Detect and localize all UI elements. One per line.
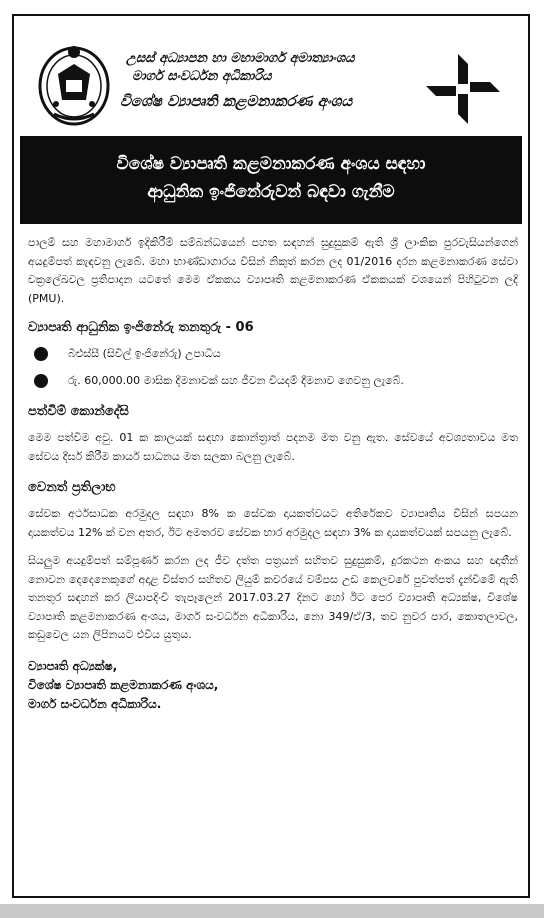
conditions-heading: පත්වීම් කොන්දේසි	[28, 404, 129, 419]
sri-lanka-emblem-icon	[36, 44, 112, 126]
banner-line-1: විශේෂ ව්‍යාපෘති කළමනාකරණ අංශය සඳහා	[116, 154, 426, 174]
bullet-allowance	[28, 372, 518, 391]
post-heading: ව්‍යාපෘති ආධුනික ඉංජිනේරු තනතුරු - 06	[28, 320, 254, 335]
conditions-paragraph: මෙම පත්වීම අවු. 01 ක කාලයක් සඳහා කොන්ත්‍රාත් පදනම මත වනු ඇත. සේවයේ අවශ්‍යතාවය මත සේවය දීර්ඝ කිරීම කාර්ය සාධනය මත සලකා බලනු ලැබේ.	[28, 431, 518, 463]
signoff-unit: විශේෂ ව්‍යාපෘති කළමනාකරණ අංශය,	[28, 677, 219, 692]
bullet-icon	[34, 374, 48, 388]
advertisement-frame	[12, 14, 530, 898]
unit-name: විශේෂ ව්‍යාපෘති කළමනාකරණ අංශය	[120, 92, 353, 110]
banner-line-2: ආධුනික ඉංජිනේරුවන් බඳවා ගැනීම	[147, 182, 395, 202]
signoff-title: ව්‍යාපෘති අධ්‍යක්ෂ,	[28, 658, 118, 673]
benefits-heading: වෙනත් ප්‍රතිලාභ	[28, 480, 116, 495]
benefits-paragraph: සේවක අර්ථසාධක අරමුදල සඳහා 8% ක සේවක දායකත්වයට අතිරේකව ව්‍යාපෘතිය විසින් සපයන දායකත්වය 12% ක් වන අතර, ඊට අමතරව සේවක භාර අරමුදල සඳහා 3% ක දායකත්වයක් සපයනු ලැබේ.	[28, 507, 518, 539]
signoff	[28, 657, 518, 714]
bullet-icon	[34, 347, 48, 361]
title-banner	[20, 136, 522, 224]
header	[14, 16, 528, 134]
intro-paragraph: පාලම් සහ මහාමාර්ග ඉදිකිරීම් සම්බන්ධයෙන් පහත සඳහන් සුදුසුකම් ඇති ශ්‍රී ලාංකික පුරවැසියන්ගෙන් අයදුම්පත් කැඳවනු ලැබේ. මහා භාණ්ඩාගාරය විසින් නිකුත් කරන ලද 01/2016 දරන කළමනාකරණ සේවා චක්‍රලේඛවල ප්‍රතිපාදන යටතේ මෙම ඒකකය ව්‍යාපෘති කළමනාකරණ ඒකකයක් වශයෙන් පිහිටුවන ලදි (PMU).	[28, 236, 518, 305]
footer-bar	[0, 904, 544, 918]
application-paragraph: සියලුම අයදුම්පත් සම්පූර්ණ කරන ලද ජීව දත්ත පත්‍රයන් සහිතව සුදුසුකම්, දුරකථන අංකය සහ ඥාතීන් නොවන දෙදෙනෙකුගේ අදාළ විස්තර සහිතව ලියුම් කවරයේ වම්පස උඩ කෙලවරේ පුවත්පත් දැන්වීමේ ඇති තනතුර සඳහන් කර ලියාපදිංචි තැපෑලෙන් 2017.03.27 දිනට හෝ ඊට පෙර ව්‍යාපෘති අධ්‍යක්ෂ, විශේෂ ව්‍යාපෘති කළමනාකරණ අංශය, මාර්ග සංවර්ධන අධිකාරිය, නො 349/ඒ/3, තව නුවර පාර, කොතලාවල, කඩුවෙල යන ලිපිනයට එවිය යුතුය.	[28, 554, 518, 641]
authority-name: මාර්ග සංවර්ධන අධිකාරිය	[132, 69, 272, 84]
signoff-authority: මාර්ග සංවර්ධන අධිකාරිය.	[28, 696, 162, 711]
bullet-degree-text: බීඑස්සී (සිවිල් ඉංජිනේරු) උපාධිය	[68, 347, 221, 360]
bullet-degree	[28, 345, 518, 364]
rda-arrows-logo-icon	[420, 50, 506, 128]
body-content	[28, 234, 518, 714]
bullet-allowance-text: රු. 60,000.00 මාසික දීමනාවක් සහ ජීවන වියදම් දීමනාව ගෙවනු ලැබේ.	[68, 373, 404, 387]
ministry-name: උසස් අධ්‍යාපන හා මහාමාර්ග අමාත්‍යාංශය	[126, 51, 355, 66]
